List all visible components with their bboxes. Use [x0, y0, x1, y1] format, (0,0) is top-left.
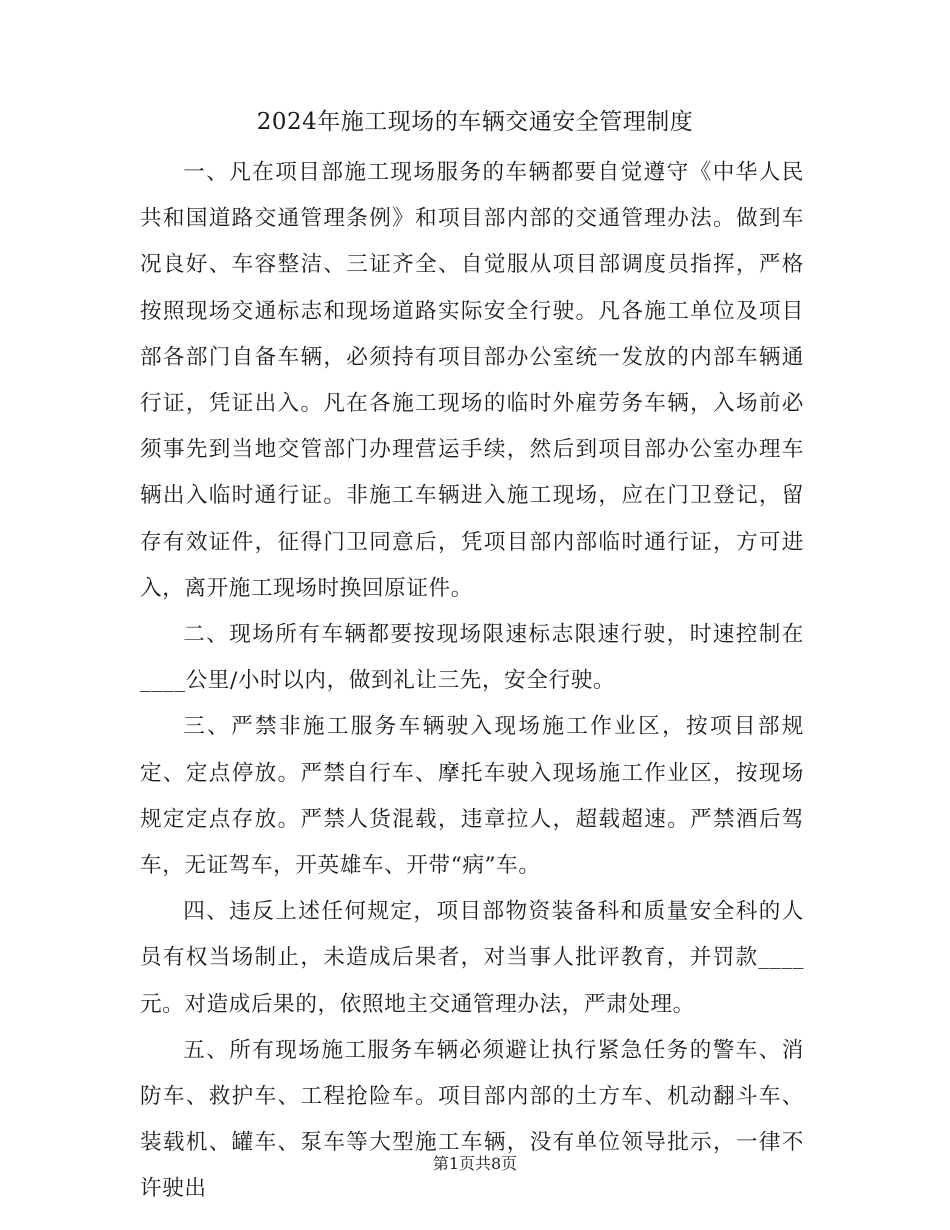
paragraph-5: 五、所有现场施工服务车辆必须避让执行紧急任务的警车、消防车、救护车、工程抢险车。项目部内部的土方车、机动翻斗车、装载机、罐车、泵车等大型施工车辆，没有单位领导批示，一律不许驶出 [140, 1037, 804, 1202]
document-title: 2024年施工现场的车辆交通安全管理制度 [256, 109, 694, 135]
paragraph-3: 三、严禁非施工服务车辆驶入现场施工作业区，按项目部规定、定点停放。严禁自行车、摩托车驶入现场施工作业区，按现场规定定点存放。严禁人货混载，违章拉人，超载超速。严禁酒后驾车，无证驾车，开英雄车、开带“病”车。 [140, 714, 804, 879]
paragraph-1: 一、凡在项目部施工现场服务的车辆都要自觉遵守《中华人民共和国道路交通管理条例》和项目部内部的交通管理办法。做到车况良好、车容整洁、三证齐全、自觉服从项目部调度员指挥，严格按照现场交通标志和现场道路实际安全行驶。凡各施工单位及项目部各部门自备车辆，必须持有项目部办公室统一发放的内部车辆通行证，凭证出入。凡在各施工现场的临时外雇劳务车辆，入场前必须事先到当地交管部门办理营运手续，然后到项目部办公室办理车辆出入临时通行证。非施工车辆进入施工现场，应在门卫登记，留存有效证件，征得门卫同意后，凭项目部内部临时通行证，方可进入，离开施工现场时换回原证件。 [140, 160, 804, 601]
page-number-footer: 第1页共8页 [432, 1154, 518, 1173]
document-body [140, 150, 804, 1213]
paragraph-2: 二、现场所有车辆都要按现场限速标志限速行驶，时速控制在____公里/小时以内，做到礼让三先，安全行驶。 [140, 622, 804, 694]
paragraph-4: 四、违反上述任何规定，项目部物资装备科和质量安全科的人员有权当场制止，未造成后果者，对当事人批评教育，并罚款____元。对造成后果的，依照地主交通管理办法，严肃处理。 [140, 899, 804, 1017]
